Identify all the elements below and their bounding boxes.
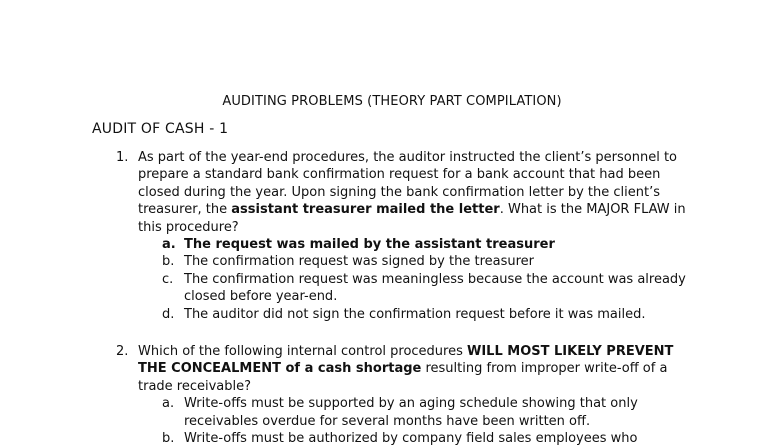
question-text-part: As part of the year-end procedures, the auditor instructed the client’s personnel to prepare a standard bank confirmation request for a bank account that had been closed during the year. Upon signing the bank confirmation letter by the client’s treasurer, the (138, 150, 677, 218)
option-text: Write-offs must be supported by an aging schedule showing that only receivables overdue for several months have been written off. (184, 396, 638, 429)
question-text-part: in this procedure? (138, 202, 686, 235)
option-text: The request was mailed by the assistant treasurer (184, 237, 555, 253)
answer-options (116, 395, 716, 447)
option-letter: c. (162, 271, 174, 287)
question-emphasis: MAJOR FLAW (586, 202, 670, 218)
option-text: Write-offs must be authorized by company field sales employees who (184, 431, 638, 447)
question-text-part: resulting from improper write-off of a trade receivable? (138, 361, 668, 394)
option-letter: a. (162, 237, 176, 253)
question-text (138, 343, 698, 395)
question-text-part: Which of the following internal control procedures (138, 344, 467, 359)
question-text (138, 149, 698, 236)
option-b (116, 253, 716, 270)
option-letter: d. (162, 306, 175, 322)
question-number: 1. (116, 150, 129, 165)
option-b (116, 430, 716, 447)
option-a (116, 236, 716, 253)
question-2 (116, 343, 716, 447)
option-text: The confirmation request was signed by the treasurer (184, 254, 535, 270)
option-d (116, 306, 716, 323)
question-1 (116, 149, 716, 323)
option-letter: b. (162, 254, 175, 270)
option-text: The confirmation request was meaningless because the account was already closed before year-end. (184, 271, 686, 305)
question-emphasis: assistant treasurer mailed the letter (231, 202, 500, 218)
question-number: 2. (116, 344, 129, 359)
option-c (116, 271, 716, 306)
question-emphasis: WILL MOST LIKELY PREVENT THE CONCEALMENT of a cash shortage (138, 344, 674, 377)
option-text: The auditor did not sign the confirmation request before it was mailed. (184, 306, 646, 322)
answer-options (116, 236, 716, 323)
option-letter: b. (162, 431, 175, 447)
option-letter: a. (162, 396, 175, 412)
section-heading: AUDIT OF CASH - 1 (92, 121, 229, 137)
question-text-part: . What is the (499, 202, 587, 218)
option-a (116, 395, 716, 430)
document-title: AUDITING PROBLEMS (THEORY PART COMPILATION) (222, 94, 562, 109)
